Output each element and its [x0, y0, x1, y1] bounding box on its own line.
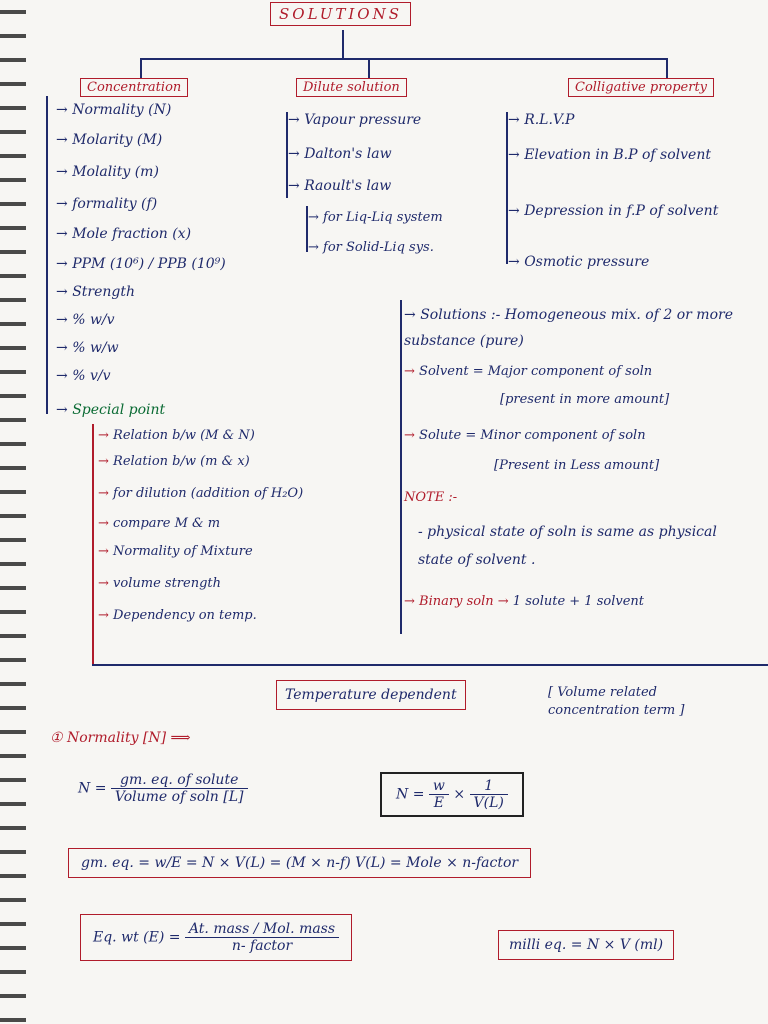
- note-label: NOTE :-: [404, 490, 458, 505]
- concentration-item: → % w/w: [56, 340, 119, 356]
- tree-stem: [342, 30, 344, 58]
- special-point-item: → for dilution (addition of H₂O): [98, 486, 304, 501]
- definition-solutions: → Solutions :- Homogeneous mix. of 2 or more substance (pure): [404, 307, 733, 349]
- concentration-item: → % v/v: [56, 368, 111, 384]
- tree-branch-left: [140, 58, 142, 78]
- milli-equivalent-formula: milli eq. = N × V (ml): [498, 930, 674, 960]
- header-dilute-solution: Dilute solution: [296, 78, 407, 97]
- dilute-item: → Raoult's law: [288, 178, 392, 194]
- special-point-heading: → Special point: [56, 402, 166, 418]
- concentration-item: → PPM (10⁶) / PPB (10⁹): [56, 256, 226, 272]
- definition-solvent: → Solvent = Major component of soln: [404, 364, 653, 379]
- colligative-item: → Osmotic pressure: [508, 254, 650, 270]
- notebook-spiral: [0, 0, 26, 1024]
- tree-bar: [140, 58, 668, 60]
- special-point-item: → Relation b/w (m & x): [98, 454, 250, 469]
- binary-solution: → Binary soln → 1 solute + 1 solvent: [404, 594, 644, 609]
- page-title: SOLUTIONS: [270, 2, 411, 26]
- tree-branch-mid: [368, 58, 370, 78]
- concentration-item: → % w/v: [56, 312, 115, 328]
- dilute-subitem: → for Solid-Liq sys.: [308, 240, 434, 255]
- concentration-item: → Strength: [56, 284, 136, 300]
- colligative-item: → Elevation in B.P of solvent: [508, 147, 711, 163]
- definition-solvent-note: [present in more amount]: [500, 392, 670, 407]
- definition-solute: → Solute = Minor component of soln: [404, 428, 646, 443]
- concentration-item: → formality (f): [56, 196, 158, 212]
- dilute-item: → Dalton's law: [288, 146, 392, 162]
- equivalent-weight-formula: Eq. wt (E) = $\frac{\text{At. mass / Mol. mass}}{\text{n- factor}}$: [80, 914, 352, 961]
- concentration-item: → Molality (m): [56, 164, 159, 180]
- tree-branch-right: [666, 58, 668, 78]
- temperature-bracket-note: [ Volume related concentration term ]: [548, 685, 685, 718]
- normality-denominator: Volume of soln [L]: [114, 789, 244, 805]
- dilute-item: → Vapour pressure: [288, 112, 422, 128]
- normality-boxed-formula: N = $\frac{w}{E}$ × $\frac{1}{V(L)}$: [380, 772, 524, 817]
- header-concentration: Concentration: [80, 78, 188, 97]
- definitions-spine: [400, 300, 402, 634]
- colligative-item: → Depression in f.P of solvent: [508, 203, 719, 219]
- temperature-dependent-box: Temperature dependent: [276, 680, 466, 710]
- colligative-item: → R.L.V.P: [508, 112, 575, 128]
- normality-formula: N = $\frac{\text{gm. eq. of solute}}{\text{Volume of soln [L]}}$: [78, 772, 248, 805]
- definition-solute-note: [Present in Less amount]: [494, 458, 660, 473]
- concentration-item: → Mole fraction (x): [56, 226, 192, 242]
- section-divider: [92, 664, 768, 666]
- concentration-item: → Molarity (M): [56, 132, 163, 148]
- special-point-item: → volume strength: [98, 576, 221, 591]
- dilute-subitem: → for Liq-Liq system: [308, 210, 443, 225]
- special-point-item: → Relation b/w (M & N): [98, 428, 255, 443]
- note-text: - physical state of soln is same as physical state of solvent .: [418, 524, 717, 568]
- header-colligative-property: Colligative property: [568, 78, 714, 97]
- special-point-item: → Normality of Mixture: [98, 544, 253, 559]
- normality-numerator: gm. eq. of solute: [111, 772, 248, 789]
- colligative-spine: [506, 112, 508, 264]
- special-point-item: → compare M & m: [98, 516, 221, 531]
- special-point-item: → Dependency on temp.: [98, 608, 257, 623]
- concentration-spine: [46, 96, 48, 414]
- concentration-item: → Normality (N): [56, 102, 172, 118]
- special-point-spine: [92, 424, 94, 664]
- gram-equivalent-relation: gm. eq. = w/E = N × V(L) = (M × n-f) V(L) = Mole × n-factor: [68, 848, 531, 878]
- normality-heading: ① Normality [N] ⟹: [50, 730, 191, 746]
